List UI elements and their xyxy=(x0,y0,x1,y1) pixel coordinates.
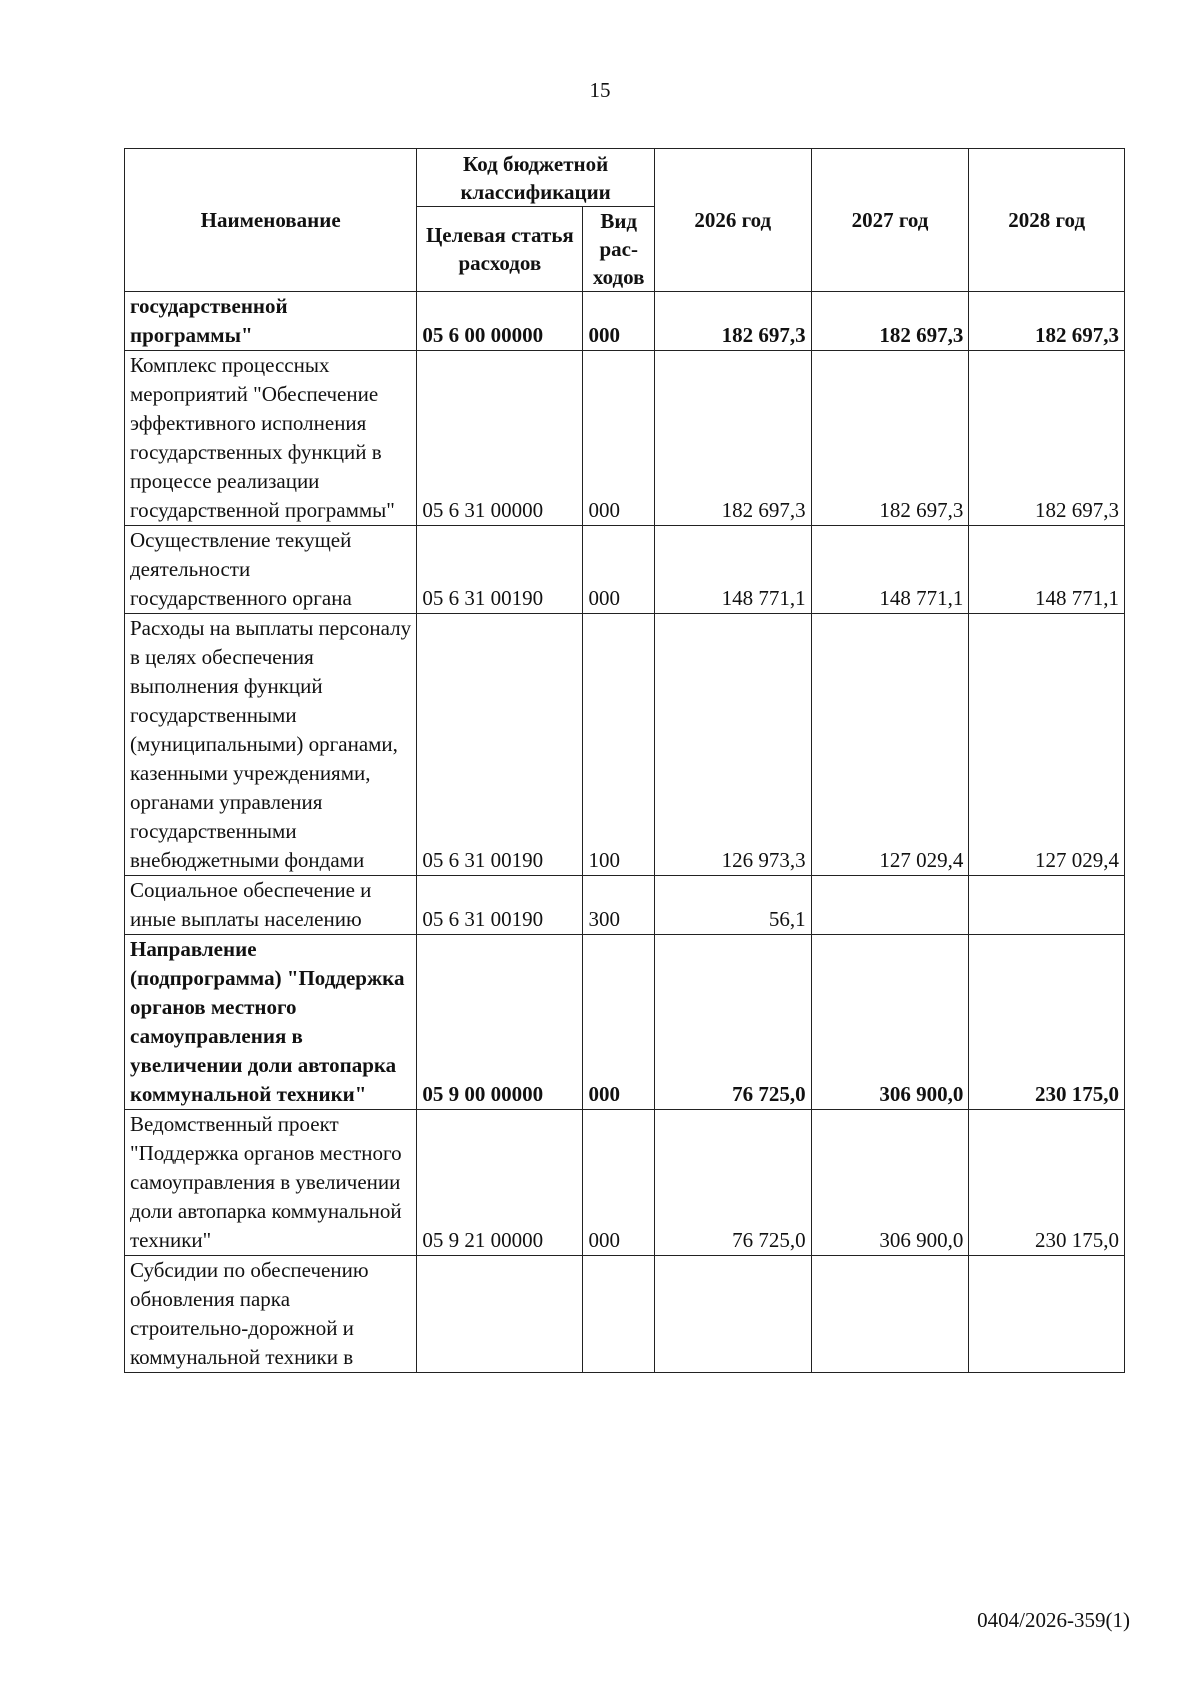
header-type: Вид рас-ходов xyxy=(583,207,655,292)
table-row xyxy=(125,935,1125,1110)
row-value-2026: 182 697,3 xyxy=(654,292,811,351)
row-value-2028: 182 697,3 xyxy=(969,292,1125,351)
header-target: Целевая статья расходов xyxy=(417,207,583,292)
row-value-2027: 306 900,0 xyxy=(811,935,969,1110)
row-value-2027: 182 697,3 xyxy=(811,351,969,526)
row-name: государственной программы" xyxy=(125,292,417,351)
row-expense-type: 300 xyxy=(583,876,655,935)
row-value-2026: 182 697,3 xyxy=(654,351,811,526)
row-value-2028: 230 175,0 xyxy=(969,935,1125,1110)
row-value-2028: 230 175,0 xyxy=(969,1110,1125,1256)
table-row xyxy=(125,1256,1125,1373)
row-value-2026: 76 725,0 xyxy=(654,1110,811,1256)
table-row xyxy=(125,876,1125,935)
row-target-code: 05 6 31 00190 xyxy=(417,876,583,935)
row-expense-type: 100 xyxy=(583,614,655,876)
row-expense-type xyxy=(583,1256,655,1373)
row-expense-type: 000 xyxy=(583,526,655,614)
table-body xyxy=(125,292,1125,1373)
row-value-2026 xyxy=(654,1256,811,1373)
header-2026: 2026 год xyxy=(654,149,811,292)
row-name: Осуществление текущей деятельности государственного органа xyxy=(125,526,417,614)
table-row xyxy=(125,526,1125,614)
header-2028: 2028 год xyxy=(969,149,1125,292)
row-value-2028: 182 697,3 xyxy=(969,351,1125,526)
header-name: Наименование xyxy=(125,149,417,292)
header-2027: 2027 год xyxy=(811,149,969,292)
row-name: Субсидии по обеспечению обновления парка строительно-дорожной и коммунальной техники в xyxy=(125,1256,417,1373)
row-name: Комплекс процессных мероприятий "Обеспечение эффективного исполнения государственных функций в процессе реализации государственной программы" xyxy=(125,351,417,526)
row-value-2028 xyxy=(969,876,1125,935)
row-value-2028: 148 771,1 xyxy=(969,526,1125,614)
row-value-2026: 148 771,1 xyxy=(654,526,811,614)
row-value-2028: 127 029,4 xyxy=(969,614,1125,876)
table-row xyxy=(125,614,1125,876)
row-expense-type: 000 xyxy=(583,292,655,351)
row-value-2027: 148 771,1 xyxy=(811,526,969,614)
row-name: Расходы на выплаты персоналу в целях обеспечения выполнения функций государственными (муниципальными) органами, казенными учреждениями, органами управления государственными внебюджетными фондами xyxy=(125,614,417,876)
row-target-code: 05 9 00 00000 xyxy=(417,935,583,1110)
document-id: 0404/2026-359(1) xyxy=(977,1608,1130,1632)
row-value-2026: 56,1 xyxy=(654,876,811,935)
row-expense-type: 000 xyxy=(583,351,655,526)
row-target-code: 05 6 00 00000 xyxy=(417,292,583,351)
row-value-2027: 127 029,4 xyxy=(811,614,969,876)
row-value-2026: 126 973,3 xyxy=(654,614,811,876)
row-target-code xyxy=(417,1256,583,1373)
budget-table xyxy=(124,148,1125,1373)
row-value-2027: 306 900,0 xyxy=(811,1110,969,1256)
row-value-2027 xyxy=(811,876,969,935)
page-number: 15 xyxy=(589,78,611,102)
row-name: Социальное обеспечение и иные выплаты населению xyxy=(125,876,417,935)
row-target-code: 05 6 31 00190 xyxy=(417,526,583,614)
table-row xyxy=(125,292,1125,351)
table-row xyxy=(125,351,1125,526)
row-value-2027 xyxy=(811,1256,969,1373)
table-header xyxy=(125,149,1125,292)
row-value-2027: 182 697,3 xyxy=(811,292,969,351)
row-value-2026: 76 725,0 xyxy=(654,935,811,1110)
row-target-code: 05 9 21 00000 xyxy=(417,1110,583,1256)
row-target-code: 05 6 31 00190 xyxy=(417,614,583,876)
row-name: Ведомственный проект "Поддержка органов местного самоуправления в увеличении доли автопарка коммунальной техники" xyxy=(125,1110,417,1256)
table-row xyxy=(125,1110,1125,1256)
row-expense-type: 000 xyxy=(583,1110,655,1256)
row-expense-type: 000 xyxy=(583,935,655,1110)
header-kbk: Код бюджетной классификации xyxy=(417,149,655,207)
row-name: Направление (подпрограмма) "Поддержка органов местного самоуправления в увеличении доли автопарка коммунальной техники" xyxy=(125,935,417,1110)
row-target-code: 05 6 31 00000 xyxy=(417,351,583,526)
row-value-2028 xyxy=(969,1256,1125,1373)
